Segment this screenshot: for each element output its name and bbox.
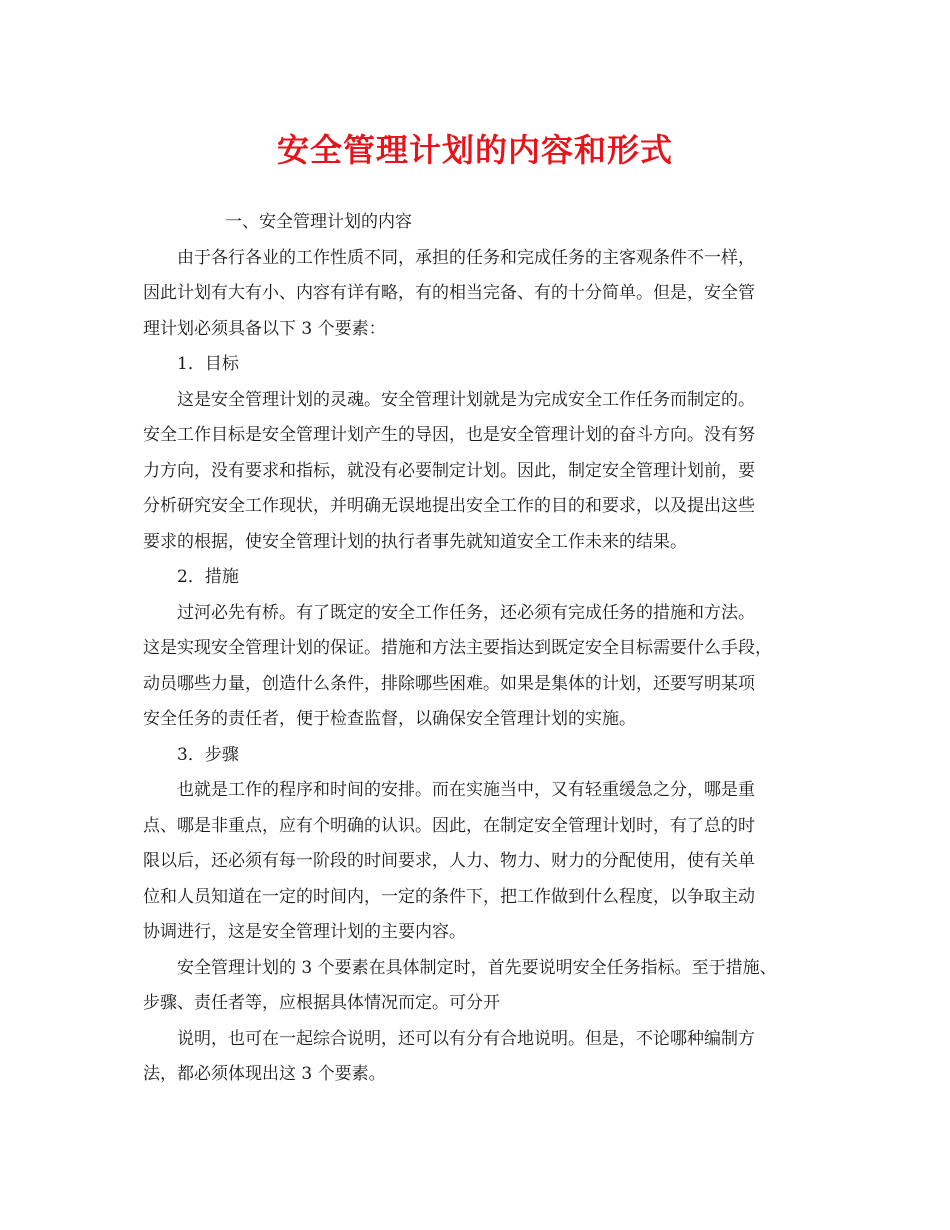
text-line: 点、哪是非重点，应有个明确的认识。因此，在制定安全管理计划时，有了总的时 — [143, 815, 755, 836]
text-line: 由于各行各业的工作性质不同，承担的任务和完成任务的主客观条件不一样， — [177, 247, 755, 268]
text-line: 1．目标 — [177, 354, 239, 374]
text-line: 过河必先有桥。有了既定的安全工作任务，还必须有完成任务的措施和方法。 — [177, 602, 755, 623]
text-line: 因此计划有大有小、内容有详有略，有的相当完备、有的十分简单。但是，安全管 — [143, 283, 755, 303]
text-line: 力方向，没有要求和指标，就没有必要制定计划。因此，制定安全管理计划前，要 — [143, 460, 755, 481]
text-line: 安全任务的责任者，便于检查监督，以确保安全管理计划的实施。 — [143, 709, 636, 729]
text-line: 这是安全管理计划的灵魂。安全管理计划就是为完成安全工作任务而制定的。 — [177, 389, 755, 410]
text-line: 说明，也可在一起综合说明，还可以有分有合地说明。但是，不论哪种编制方 — [177, 1028, 755, 1049]
text-line: 也就是工作的程序和时间的安排。而在实施当中，又有轻重缓急之分，哪是重 — [177, 780, 755, 800]
text-line: 3．步骤 — [177, 744, 239, 765]
text-line: 分析研究安全工作现状，并明确无误地提出安全工作的目的和要求，以及提出这些 — [143, 496, 755, 516]
text-line: 动员哪些力量，创造什么条件，排除哪些困难。如果是集体的计划，还要写明某项 — [143, 673, 755, 694]
document-title: 安全管理计划的内容和形式 — [276, 131, 673, 169]
text-line: 安全工作目标是安全管理计划产生的导因，也是安全管理计划的奋斗方向。没有努 — [143, 425, 755, 445]
text-line: 限以后，还必须有每一阶段的时间要求，人力、物力、财力的分配使用，使有关单 — [143, 851, 755, 871]
document-body — [143, 205, 833, 1093]
text-line: 位和人员知道在一定的时间内，一定的条件下，把工作做到什么程度，以争取主动 — [143, 886, 755, 907]
text-line: 一、安全管理计划的内容 — [225, 212, 412, 232]
text-line: 这是实现安全管理计划的保证。措施和方法主要指达到既定安全目标需要什么手段， — [143, 638, 772, 658]
text-line: 法，都必须体现出这 3 个要素。 — [143, 1064, 386, 1084]
text-line: 2．措施 — [177, 567, 239, 587]
text-line: 安全管理计划的 3 个要素在具体制定时，首先要说明安全任务指标。至于措施、 — [177, 957, 777, 978]
text-line: 理计划必须具备以下 3 个要素： — [143, 318, 386, 339]
text-line: 步骤、责任者等，应根据具体情况而定。可分开 — [143, 993, 500, 1013]
text-line: 要求的根据，使安全管理计划的执行者事先就知道安全工作未来的结果。 — [143, 531, 687, 552]
text-line: 协调进行，这是安全管理计划的主要内容。 — [143, 922, 466, 942]
